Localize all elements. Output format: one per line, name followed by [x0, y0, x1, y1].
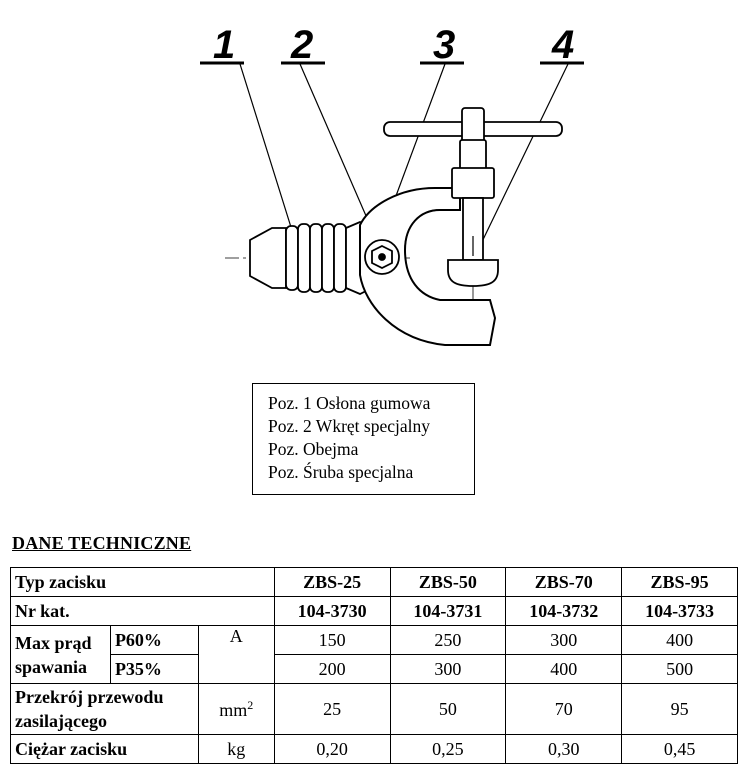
weight-cell: 0,20 [274, 735, 390, 764]
special-screw-head [365, 240, 399, 274]
table-row [11, 626, 738, 655]
section-title: DANE TECHNICZNE [12, 533, 192, 553]
cross-section-cell: 95 [622, 684, 738, 735]
catalog-cell: 104-3732 [506, 597, 622, 626]
p60-label: P60% [110, 626, 198, 655]
rubber-cover [250, 222, 368, 294]
p60-cell: 300 [506, 626, 622, 655]
table-row [11, 597, 738, 626]
type-cell: ZBS-50 [390, 568, 506, 597]
cross-section-cell: 50 [390, 684, 506, 735]
p35-label: P35% [110, 655, 198, 684]
type-cell: ZBS-95 [622, 568, 738, 597]
unit-mm: mm [219, 699, 248, 720]
catalog-label: Nr kat. [11, 597, 275, 626]
table-row [11, 684, 738, 735]
current-label-line1: Max prąd [15, 632, 92, 653]
p35-cell: 300 [390, 655, 506, 684]
type-cell: ZBS-25 [274, 568, 390, 597]
unit-sup: 2 [247, 697, 254, 712]
p60-cell: 400 [622, 626, 738, 655]
legend-item: Poz. Śruba specjalna [268, 462, 414, 482]
technical-data-table [10, 567, 738, 764]
parts-legend [252, 383, 475, 495]
cross-section-unit [198, 684, 274, 735]
current-unit: A [198, 626, 274, 684]
legend-item: Poz. Obejma [268, 439, 359, 459]
catalog-cell: 104-3733 [622, 597, 738, 626]
table-row [11, 568, 738, 597]
callout-3: 3 [433, 23, 456, 67]
table-row [11, 735, 738, 764]
type-label: Typ zacisku [11, 568, 275, 597]
current-label-line2: spawania [15, 656, 88, 677]
legend-item: Poz. 2 Wkręt specjalny [268, 416, 430, 436]
weight-cell: 0,25 [390, 735, 506, 764]
clamp-technical-drawing [0, 0, 756, 380]
weight-label: Ciężar zacisku [11, 735, 199, 764]
p35-cell: 400 [506, 655, 622, 684]
callout-1: 1 [213, 23, 236, 67]
weight-cell: 0,30 [506, 735, 622, 764]
catalog-cell: 104-3730 [274, 597, 390, 626]
p35-cell: 500 [622, 655, 738, 684]
cross-section-line2: zasilającego [15, 711, 107, 731]
cross-section-label [11, 684, 199, 735]
p35-cell: 200 [274, 655, 390, 684]
catalog-cell: 104-3731 [390, 597, 506, 626]
p60-cell: 250 [390, 626, 506, 655]
weight-cell: 0,45 [622, 735, 738, 764]
cross-section-cell: 70 [506, 684, 622, 735]
weight-unit: kg [198, 735, 274, 764]
cross-section-line1: Przekrój przewodu [15, 687, 164, 707]
p60-cell: 150 [274, 626, 390, 655]
callout-2: 2 [291, 23, 314, 67]
current-label [11, 626, 111, 684]
legend-item: Poz. 1 Osłona gumowa [268, 393, 431, 413]
cross-section-cell: 25 [274, 684, 390, 735]
table-row [11, 655, 738, 684]
type-cell: ZBS-70 [506, 568, 622, 597]
callout-4: 4 [552, 23, 575, 67]
